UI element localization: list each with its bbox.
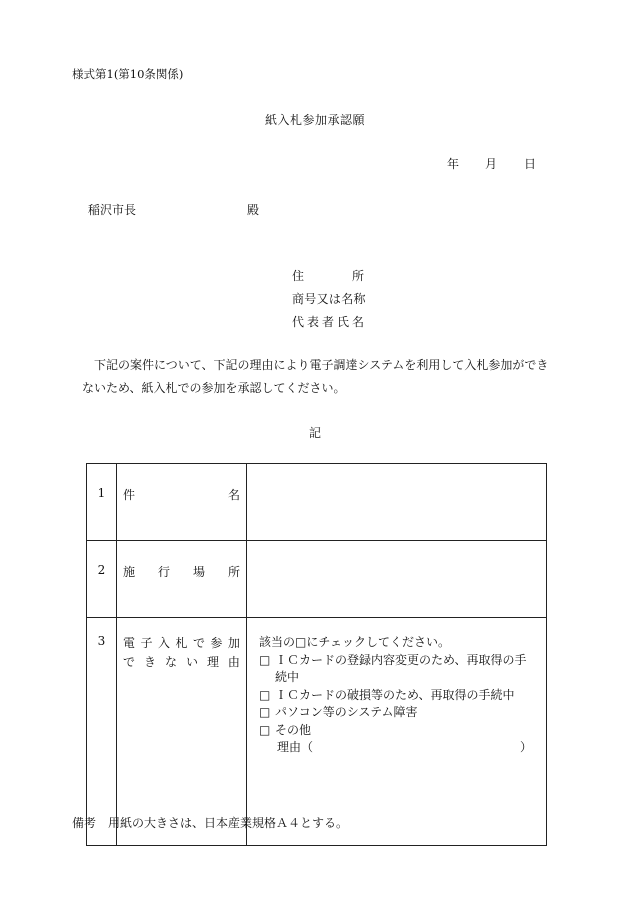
- address-char: 所: [351, 269, 364, 283]
- details-table: [86, 463, 547, 846]
- rep-char: 氏: [336, 315, 349, 329]
- request-body: 下記の案件について、下記の理由により電子調達システムを利用して入札参加ができないため、紙入札での参加を承認してください。: [82, 358, 549, 395]
- address-char: 住: [292, 269, 305, 283]
- other-reason-field[interactable]: [259, 739, 536, 757]
- row-label-reason: [117, 618, 247, 846]
- row-number: 3: [87, 618, 117, 846]
- row-label-location: [117, 541, 247, 618]
- ki-heading: 記: [308, 426, 321, 440]
- date-year: 年: [447, 157, 460, 171]
- rep-char: 表: [306, 315, 319, 329]
- label-char: 行: [157, 565, 170, 579]
- rep-char: 名: [351, 315, 364, 329]
- option-system-failure[interactable]: [259, 704, 536, 722]
- applicant-representative-label: [292, 313, 364, 330]
- option-ic-card-change[interactable]: [259, 652, 536, 687]
- rep-char: 代: [292, 315, 305, 329]
- label-char: 件: [123, 488, 136, 502]
- label-char: 施: [123, 565, 136, 579]
- label-char: 入: [157, 636, 170, 650]
- option-ic-card-damage[interactable]: [259, 687, 536, 705]
- checkbox-icon[interactable]: □: [259, 705, 271, 719]
- date-month: 月: [485, 157, 498, 171]
- label-char: 加: [227, 636, 240, 650]
- option-label: パソコン等のシステム障害: [275, 705, 418, 719]
- checkbox-icon[interactable]: □: [259, 687, 271, 702]
- label-char: 電: [123, 636, 136, 650]
- label-char: な: [164, 655, 177, 669]
- reason-label-line1: [123, 634, 240, 651]
- case-name-value[interactable]: [247, 464, 547, 541]
- honorific: 殿: [247, 203, 260, 217]
- label-char: 札: [175, 636, 188, 650]
- label-char: で: [123, 655, 136, 669]
- row-number: 2: [87, 541, 117, 618]
- rep-char: 者: [321, 315, 334, 329]
- row-label-case-name: [117, 464, 247, 541]
- reason-options-cell: [247, 618, 547, 846]
- remarks-note: 備考 用紙の大きさは、日本産業規格Ａ４とする。: [72, 816, 349, 830]
- reason-label-line2: [123, 653, 240, 670]
- request-body-text: [82, 354, 552, 400]
- label-char: 由: [227, 655, 240, 669]
- option-label: ＩＣカードの登録内容変更のため、再取得の手続中: [275, 652, 527, 684]
- label-char: 理: [206, 655, 219, 669]
- option-label: ＩＣカードの破損等のため、再取得の手続中: [275, 687, 515, 702]
- date-day: 日: [524, 157, 537, 171]
- label-char: 所: [227, 565, 240, 579]
- option-label: その他: [275, 722, 312, 737]
- document-title: 紙入札参加承認願: [264, 113, 365, 127]
- addressee: 稲沢市長: [88, 203, 137, 217]
- label-char: 子: [140, 636, 153, 650]
- other-reason-open: 理由（: [277, 740, 314, 754]
- table-row: [87, 464, 547, 541]
- label-char: 参: [210, 636, 223, 650]
- label-char: 名: [227, 488, 240, 502]
- table-row: [87, 618, 547, 846]
- form-number: 様式第1(第10条関係): [72, 67, 184, 81]
- label-char: で: [192, 636, 205, 650]
- option-other[interactable]: [259, 722, 536, 740]
- checkbox-icon[interactable]: □: [259, 722, 271, 737]
- row-number: 1: [87, 464, 117, 541]
- applicant-address-label: [292, 267, 364, 284]
- reason-instruction: 該当の□にチェックしてください。: [259, 635, 450, 649]
- label-char: 場: [192, 565, 205, 579]
- label-char: い: [185, 655, 198, 669]
- location-value[interactable]: [247, 541, 547, 618]
- applicant-company-label: 商号又は名称: [292, 292, 366, 306]
- table-row: [87, 541, 547, 618]
- label-char: き: [143, 655, 156, 669]
- checkbox-icon[interactable]: □: [259, 652, 271, 667]
- other-reason-close: ）: [519, 740, 532, 754]
